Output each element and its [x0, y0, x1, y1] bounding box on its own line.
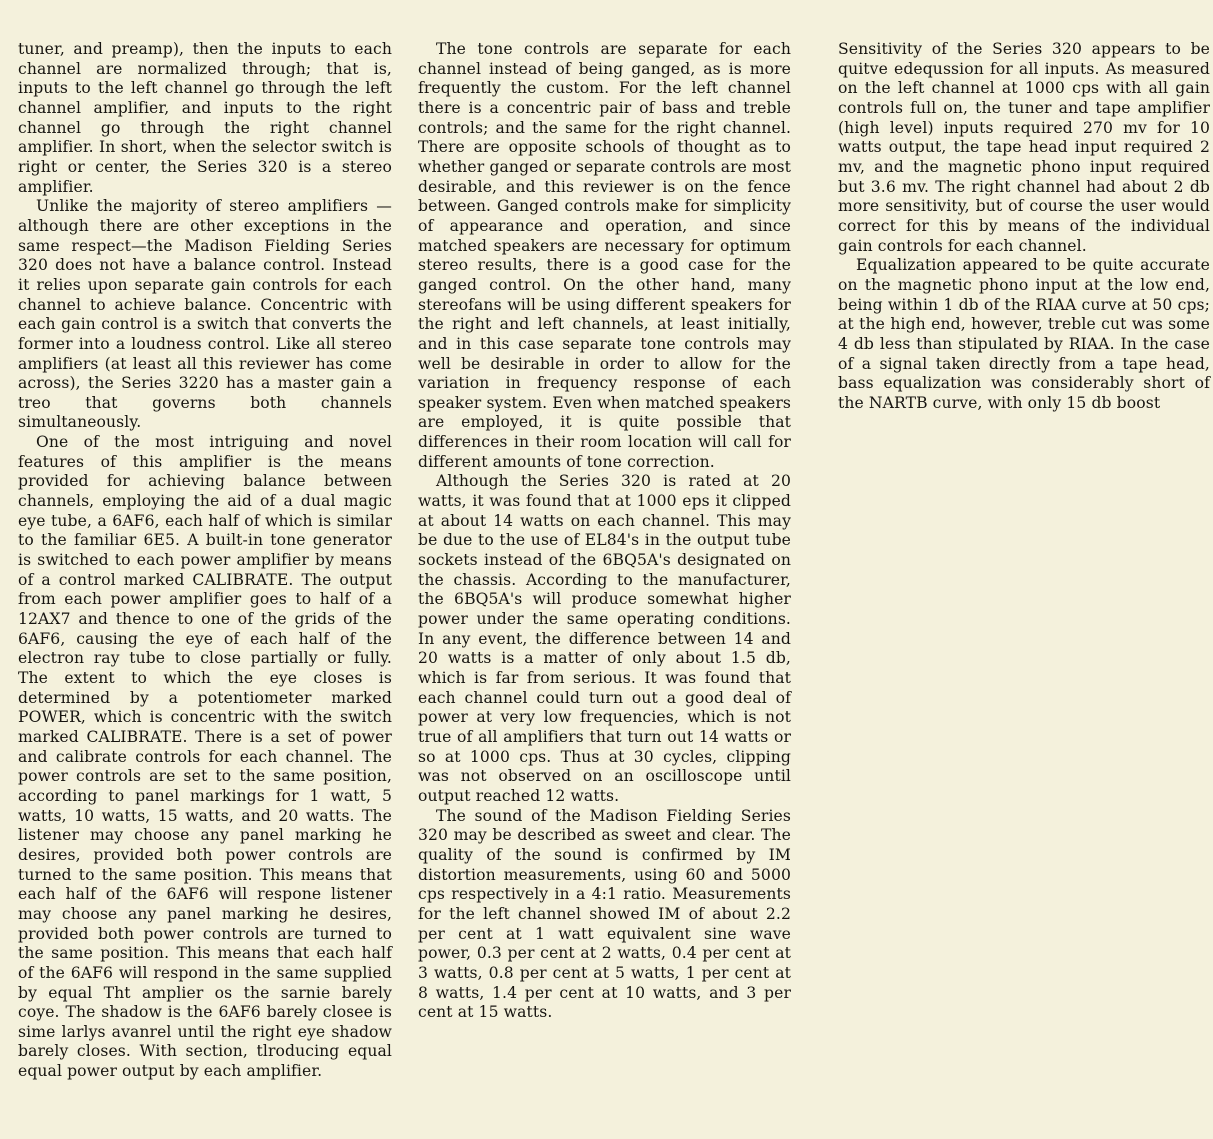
paragraph: Equalization appeared to be quite accurate on the magnetic phono input at the low end, being within 1 db of the RIAA curve at 50 cps; at the high end, however, treble cut was some 4 db less than stipulated by RIAA. In the case of a signal taken directly from a tape head, bass equalization was considerably short of the NARTB curve, with only 15 db boost — [838, 256, 1210, 412]
paragraph: One of the most intriguing and novel features of this amplifier is the means provided for achieving balance between channels, employing the aid of a dual magic eye tube, a 6AF6, each half of which is similar to the familiar 6E5. A built-in tone generator is switched to each power amplifier by means of a control marked CALIBRATE. The output from each power amplifier goes to half of a 12AX7 and thence to one of the grids of the 6AF6, causing the eye of each half of the electron ray tube to close partially or fully. The extent to which the eye closes is determined by a potentiometer marked POWER, which is concentric with the switch marked CALIBRATE. There is a set of power and calibrate controls for each channel. The power controls are set to the same position, according to panel markings for 1 watt, 5 watts, 10 watts, 15 watts, and 20 watts. The listener may choose any panel marking he desires, provided both power controls are turned to the same position. This means that each half of the 6AF6 will respone listener may choose any panel marking he desires, provided both power controls are turned to the same position. This means that each half of the 6AF6 will respond in the same supplied by equal Tht amplier os the sarnie barely coye. The shadow is the 6AF6 barely closee is sime larlys avanrel until the right eye shadow barely closes. With section, tlroducing equal equal power output by each amplifier. — [18, 433, 392, 1081]
paragraph: The tone controls are separate for each channel instead of being ganged, as is more frequently the custom. For the left channel there is a concentric pair of bass and treble controls; and the same for the right channel. There are opposite schools of thought as to whether ganged or separate controls are most desirable, and this reviewer is on the fence between. Ganged controls make for simplicity of appearance and operation, and since matched speakers are necessary for optimum stereo results, there is a good case for the ganged control. On the other hand, many stereofans will be using different speakers for the right and left channels, at least initially, and in this case separate tone controls may well be desirable in order to allow for the variation in frequency response of each speaker system. Even when matched speakers are employed, it is quite possible that differences in their room location will call for different amounts of tone correction. — [418, 40, 791, 471]
paragraph: Unlike the majority of stereo amplifiers —although there are other exceptions in the same respect—the Madison Fielding Series 320 does not have a balance control. Instead it relies upon separate gain controls for each channel to achieve balance. Concentric with each gain control is a switch that converts the former into a loudness control. Like all stereo amplifiers (at least all this reviewer has come across), the Series 3220 has a master gain a treo that governs both channels simultaneously. — [18, 197, 392, 432]
text-column-3 — [838, 40, 1210, 413]
paragraph: The sound of the Madison Fielding Series 320 may be described as sweet and clear. The quality of the sound is confirmed by IM distortion measurements, using 60 and 5000 cps respectively in a 4:1 ratio. Measurements for the left channel showed IM of about 2.2 per cent at 1 watt equivalent sine wave power, 0.3 per cent at 2 watts, 0.4 per cent at 3 watts, 0.8 per cent at 5 watts, 1 per cent at 8 watts, 1.4 per cent at 10 watts, and 3 per cent at 15 watts. — [418, 806, 791, 1022]
text-column-2 — [418, 40, 791, 1023]
paragraph: Although the Series 320 is rated at 20 watts, it was found that at 1000 eps it clipped at about 14 watts on each channel. This may be due to the use of EL84's in the output tube sockets instead of the 6BQ5A's designated on the chassis. According to the manufacturer, the 6BQ5A's will produce somewhat higher power under the same operating conditions. In any event, the difference between 14 and 20 watts is a matter of only about 1.5 db, which is far from serious. It was found that each channel could turn out a good deal of power at very low frequencies, which is not true of all amplifiers that turn out 14 watts or so at 1000 cps. Thus at 30 cycles, clipping was not observed on an oscilloscope until output reached 12 watts. — [418, 472, 791, 805]
text-column-1 — [18, 40, 392, 1082]
paragraph: tuner, and preamp), then the inputs to each channel are normalized through; that is, inputs to the left channel go through the left channel amplifier, and inputs to the right channel go through the right channel amplifier. In short, when the selector switch is right or center, the Series 320 is a stereo amplifier. — [18, 40, 392, 196]
paragraph: Sensitivity of the Series 320 appears to be quitve edequssion for all inputs. As measured on the left channel at 1000 cps with all gain controls full on, the tuner and tape amplifier (high level) inputs required 270 mv for 10 watts output, the tape head input required 2 mv, and the magnetic phono input required but 3.6 mv. The right channel had about 2 db more sensitivity, but of course the user would correct for this by means of the individual gain controls for each channel. — [838, 40, 1210, 255]
